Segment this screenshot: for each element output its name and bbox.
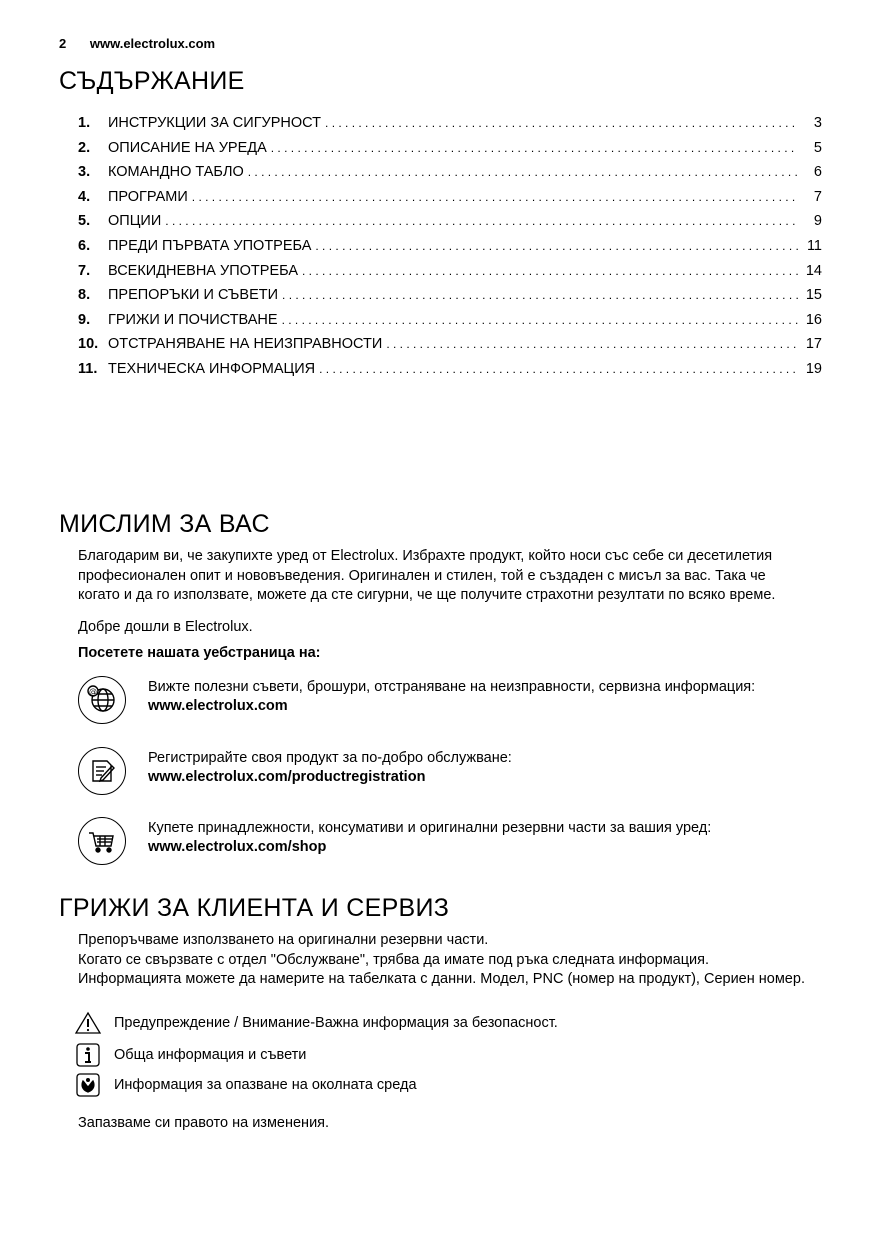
intro-paragraph xyxy=(78,547,838,606)
page-header xyxy=(59,36,215,51)
link-description-text: Регистрирайте своя продукт за по-добро обслужване: xyxy=(148,750,512,766)
toc-item-page: 5 xyxy=(813,139,822,156)
toc-item-label: ПРОГРАМИ xyxy=(108,188,188,205)
intro-line: когато и да го използвате, можете да сте сигурни, че ще получите страхотни резултати по всяко време. xyxy=(78,587,776,603)
toc-item-page: 6 xyxy=(813,164,822,181)
toc-item[interactable] xyxy=(78,164,822,189)
toc-item-label: ВСЕКИДНЕВНА УПОТРЕБА xyxy=(108,262,298,279)
legend-item-environment xyxy=(74,1072,417,1098)
legend-item-info xyxy=(74,1042,306,1068)
toc-item-label: ИНСТРУКЦИИ ЗА СИГУРНОСТ xyxy=(108,115,322,131)
intro-line: професионален опит и нововъведения. Оригинален и стилен, той е създаден с мисъл за вас. Така че xyxy=(78,567,766,584)
shopping-cart-icon xyxy=(78,817,126,865)
info-icon xyxy=(74,1043,102,1067)
intro-line: Благодарим ви, че закупихте уред от Electrolux. Избрахте продукт, който носи със себе си десетилетия xyxy=(78,548,773,564)
toc-title: СЪДЪРЖАНИЕ xyxy=(59,67,245,95)
toc-item-label: ОПИСАНИЕ НА УРЕДА xyxy=(108,139,267,156)
toc-leader-dots xyxy=(319,362,798,376)
product-registration-link[interactable]: www.electrolux.com/productregistration xyxy=(148,769,426,785)
link-row-support xyxy=(78,676,838,728)
page-number: 2 xyxy=(59,36,67,51)
care-line: Когато се свързвате с отдел "Обслужване", трябва да имате под ръка следната информация. xyxy=(78,951,710,968)
toc-item[interactable] xyxy=(78,263,822,288)
toc-item-page: 16 xyxy=(805,311,822,328)
care-section-title: ГРИЖИ ЗА КЛИЕНТА И СЕРВИЗ xyxy=(59,894,450,922)
toc-leader-dots xyxy=(282,288,798,302)
welcome-text: Добре дошли в Electrolux. xyxy=(78,619,253,635)
toc-item-label: ПРЕДИ ПЪРВАТА УПОТРЕБА xyxy=(108,237,312,254)
toc-item-number: 2. xyxy=(78,139,91,156)
toc-item-number: 5. xyxy=(78,213,91,230)
toc-item[interactable] xyxy=(78,287,822,312)
link-description-text: Купете принадлежности, консумативи и оригинални резервни части за вашия уред: xyxy=(148,820,712,836)
legend-text: Информация за опазване на околната среда xyxy=(114,1077,417,1093)
toc-item[interactable] xyxy=(78,312,822,337)
toc-item-label: ОПЦИИ xyxy=(108,213,162,230)
toc-item-number: 9. xyxy=(78,311,91,328)
toc-item-page: 9 xyxy=(813,213,822,230)
globe-icon xyxy=(78,676,126,724)
svg-text:@: @ xyxy=(89,687,97,696)
toc-item-number: 1. xyxy=(78,115,91,131)
toc-leader-dots xyxy=(282,313,798,327)
legend-text: Обща информация и съвети xyxy=(114,1047,307,1063)
toc-item-page: 11 xyxy=(806,237,822,254)
legend-item-warning xyxy=(74,1010,558,1036)
toc-item-label: ОТСТРАНЯВАНЕ НА НЕИЗПРАВНОСТИ xyxy=(108,336,383,353)
toc-item-page: 14 xyxy=(805,262,822,279)
toc-item-number: 10. xyxy=(78,336,99,353)
table-of-contents xyxy=(78,115,822,386)
toc-leader-dots xyxy=(271,141,798,155)
toc-item-page: 17 xyxy=(805,336,822,353)
toc-leader-dots xyxy=(302,264,798,278)
link-description-text: Вижте полезни съвети, брошури, отстраняване на неизправности, сервизна информация: xyxy=(148,679,756,695)
toc-item[interactable] xyxy=(78,238,822,263)
toc-leader-dots xyxy=(248,165,798,179)
link-description xyxy=(148,819,711,857)
toc-leader-dots xyxy=(315,239,798,253)
support-link[interactable]: www.electrolux.com xyxy=(148,698,288,714)
registration-form-icon xyxy=(78,747,126,795)
toc-item-number: 3. xyxy=(78,164,91,181)
link-description xyxy=(148,678,755,716)
rights-reserved-note: Запазваме си правото на изменения. xyxy=(78,1115,330,1131)
toc-item-page: 3 xyxy=(813,115,822,131)
care-line: Информацията можете да намерите на табелката с данни. Модел, PNC (номер на продукт), Сериен номер. xyxy=(78,971,805,987)
about-section-title: МИСЛИМ ЗА ВАС xyxy=(59,510,270,538)
toc-item-page: 19 xyxy=(805,360,822,377)
toc-item[interactable] xyxy=(78,213,822,238)
toc-item-number: 11. xyxy=(78,360,98,377)
toc-item-label: ГРИЖИ И ПОЧИСТВАНЕ xyxy=(108,311,278,328)
care-line: Препоръчваме използването на оригинални резервни части. xyxy=(78,932,489,948)
toc-item-number: 8. xyxy=(78,287,91,304)
toc-leader-dots xyxy=(165,214,798,228)
toc-item[interactable] xyxy=(78,361,822,386)
toc-leader-dots xyxy=(325,116,798,130)
toc-item[interactable] xyxy=(78,189,822,214)
toc-item-page: 15 xyxy=(805,287,822,304)
toc-item-page: 7 xyxy=(813,188,822,205)
link-description xyxy=(148,749,512,787)
header-site-url[interactable]: www.electrolux.com xyxy=(89,36,216,51)
toc-item-number: 4. xyxy=(78,188,91,205)
toc-item[interactable] xyxy=(78,115,822,140)
link-row-registration xyxy=(78,747,838,799)
legend-text: Предупреждение / Внимание-Важна информация за безопасност. xyxy=(114,1015,558,1031)
toc-item[interactable] xyxy=(78,140,822,165)
visit-website-label: Посетете нашата уебстраница на: xyxy=(78,645,321,661)
toc-leader-dots xyxy=(192,190,798,204)
shop-link[interactable]: www.electrolux.com/shop xyxy=(148,839,327,855)
environment-icon xyxy=(74,1073,102,1097)
toc-item-number: 6. xyxy=(78,237,91,254)
link-row-shop xyxy=(78,817,838,869)
warning-icon xyxy=(74,1011,102,1035)
toc-item-label: КОМАНДНО ТАБЛО xyxy=(108,164,244,181)
toc-item-number: 7. xyxy=(78,262,91,279)
toc-item-label: ПРЕПОРЪКИ И СЪВЕТИ xyxy=(108,287,279,304)
toc-item[interactable] xyxy=(78,336,822,361)
toc-item-label: ТЕХНИЧЕСКА ИНФОРМАЦИЯ xyxy=(108,360,316,377)
toc-leader-dots xyxy=(386,337,798,351)
care-paragraph xyxy=(78,931,838,990)
